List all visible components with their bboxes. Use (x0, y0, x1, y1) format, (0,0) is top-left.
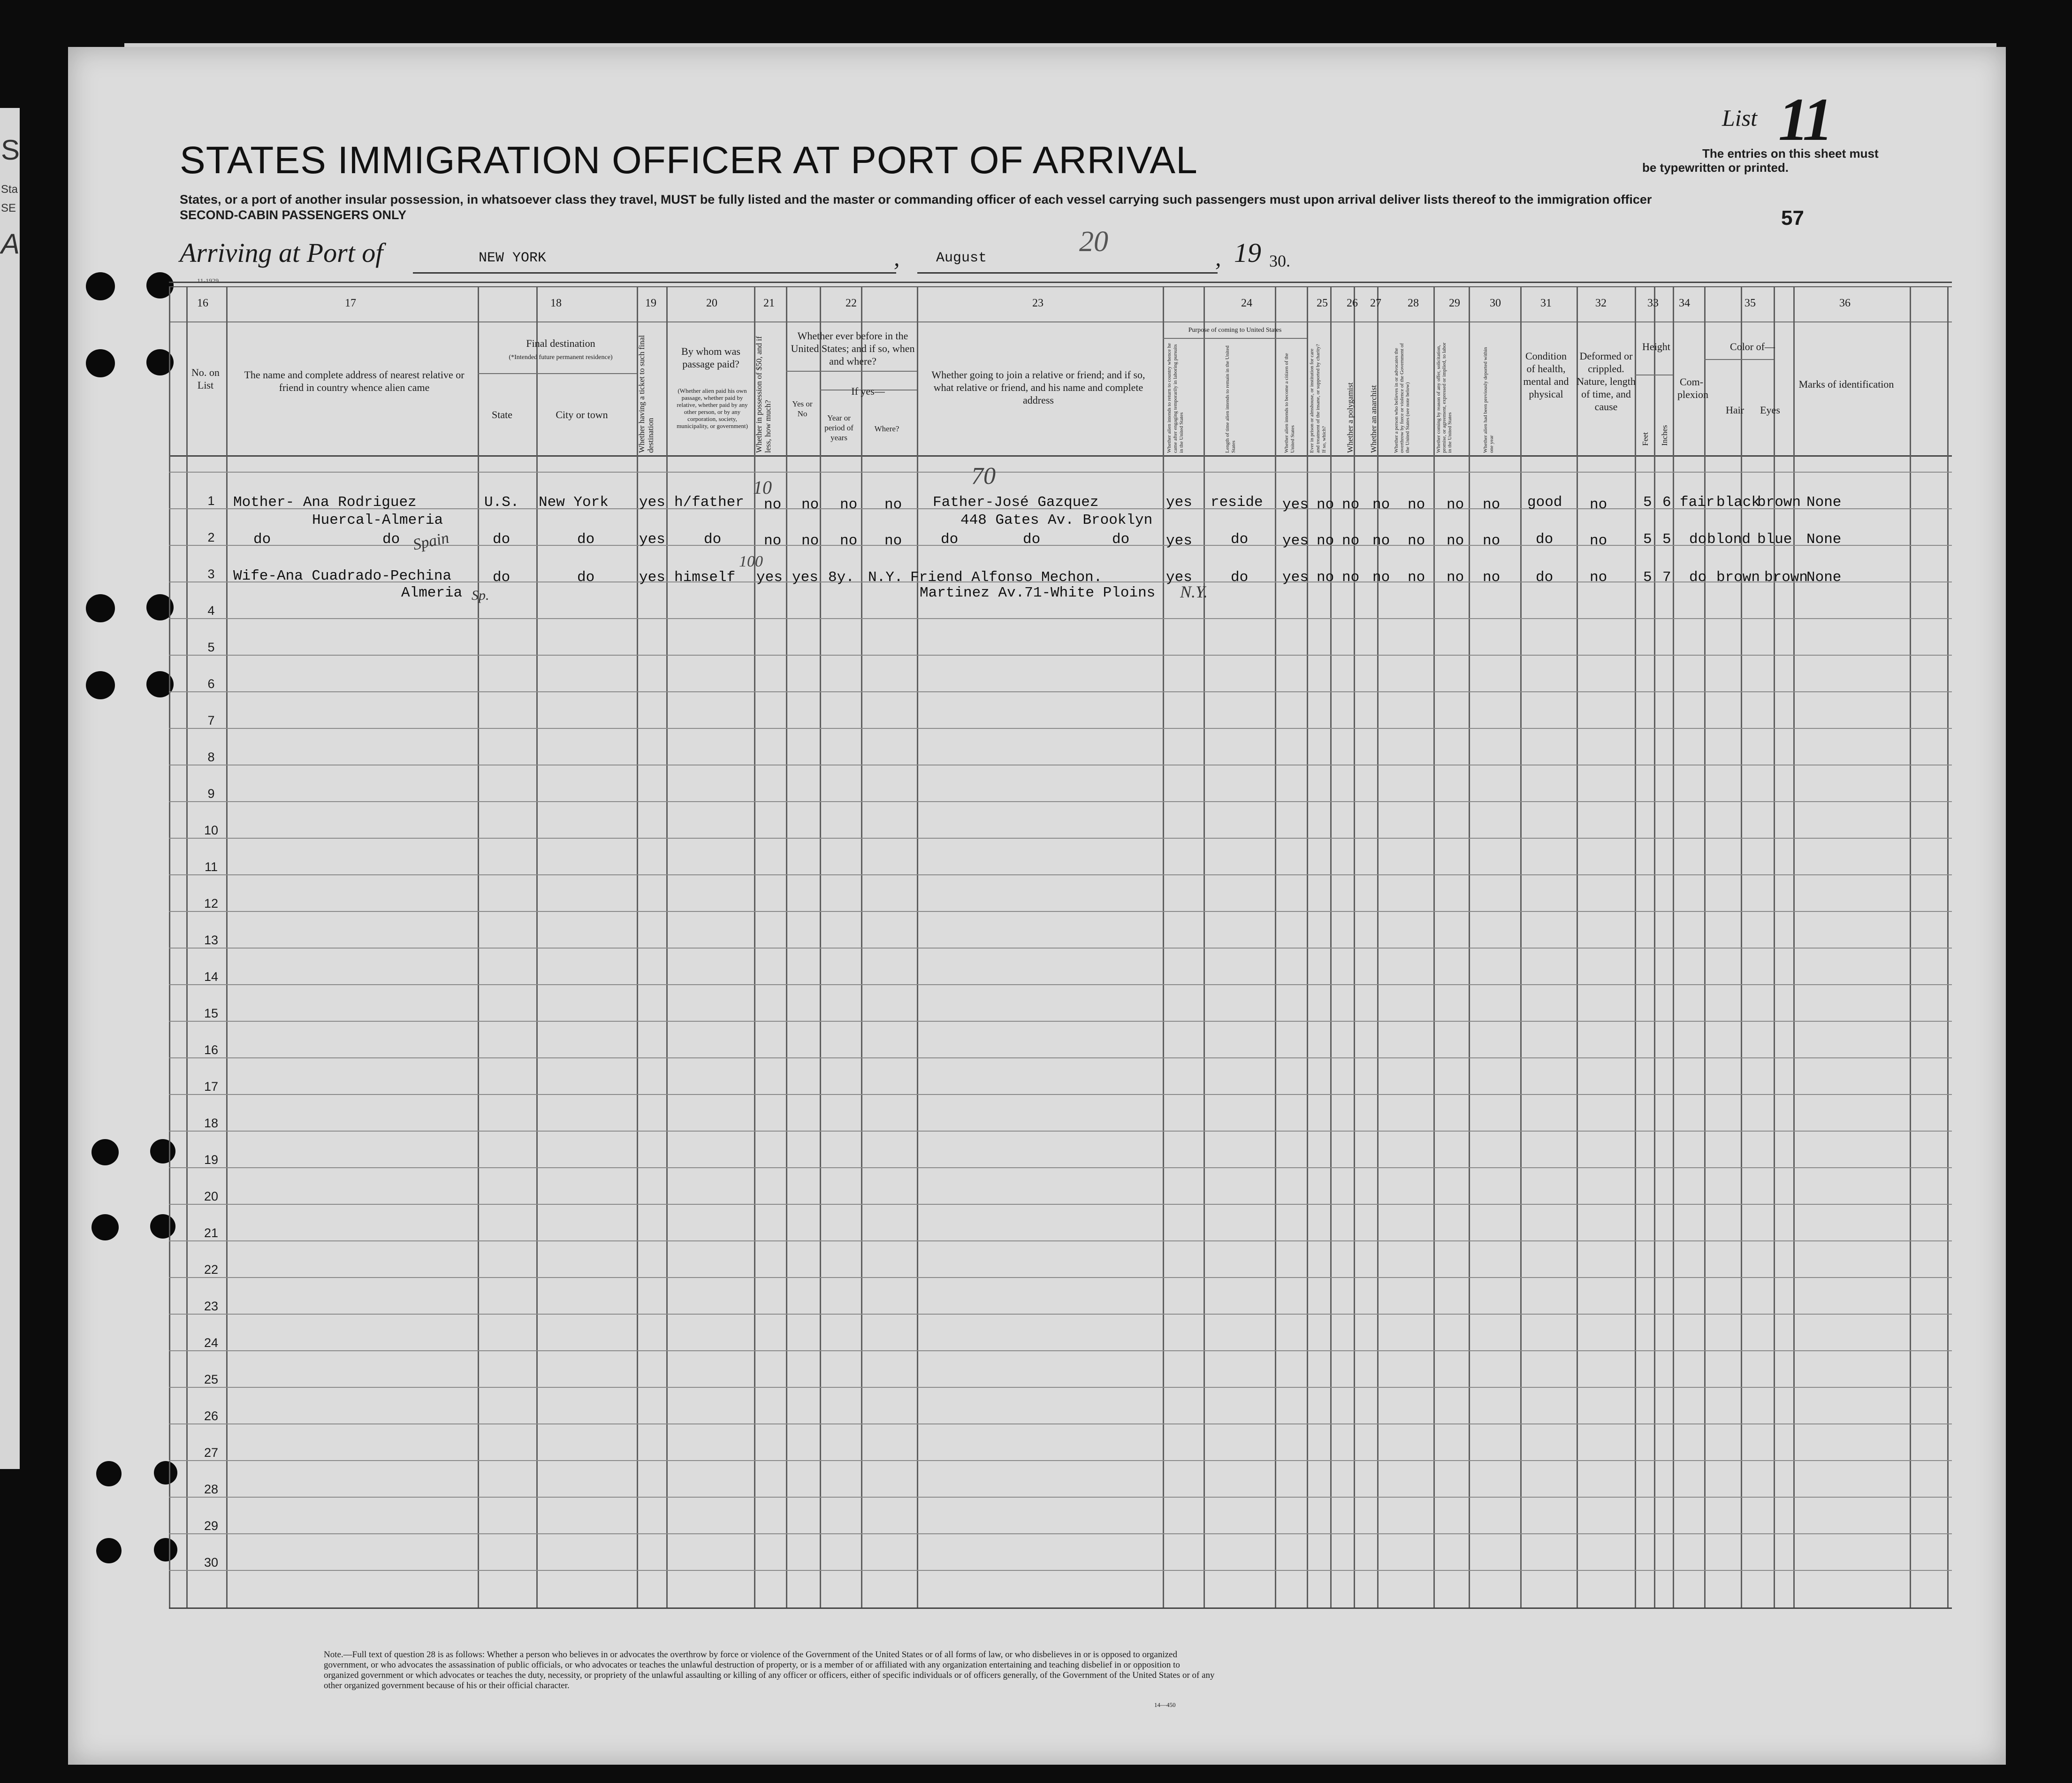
header-state: State (492, 409, 512, 421)
row-rule (169, 691, 1952, 692)
header-no-on-list: No. on List (191, 367, 220, 391)
destination-state: U.S. (484, 494, 519, 511)
return-value: yes (1166, 533, 1192, 549)
header-hair: Hair (1725, 404, 1744, 416)
row-number: 4 (207, 604, 215, 618)
row-rule (169, 1277, 1952, 1278)
column-number: 18 (550, 297, 562, 309)
column-number: 23 (1032, 297, 1044, 309)
header-anarchist: Whether an anarchist (1369, 385, 1378, 453)
row-rule (169, 472, 1952, 473)
subheader-rule (1163, 338, 1307, 339)
row-rule (169, 874, 1952, 875)
entries-note: be typewritten or printed. (1642, 161, 1789, 175)
table-bottom-rule (169, 1607, 1952, 1609)
port-rule (413, 272, 896, 274)
relative-name: Mother- Ana Rodriguez (233, 494, 417, 511)
before-yesno: no (801, 533, 819, 549)
list-label: List (1722, 105, 1758, 131)
punch-hole (91, 1214, 119, 1240)
row-rule (169, 801, 1952, 802)
row-rule (169, 948, 1952, 949)
money-value: no (764, 533, 782, 549)
punch-hole (86, 594, 115, 622)
anarchist-value: no (1372, 533, 1390, 549)
row-rule (169, 984, 1952, 985)
anarchist-value: no (1372, 497, 1390, 513)
column-number: 34 (1679, 297, 1690, 309)
punch-hole (150, 1214, 175, 1239)
row-number: 23 (204, 1299, 219, 1313)
column-number: 26 (1347, 297, 1358, 309)
table-top-rule (169, 286, 1952, 287)
column-number: 36 (1839, 297, 1851, 309)
before-yesno: no (801, 497, 819, 513)
handwritten-note: N.Y. (1180, 582, 1208, 601)
health-value: do (1536, 531, 1554, 548)
health-value: good (1527, 494, 1562, 511)
health-value: do (1536, 569, 1554, 586)
row-number: 7 (207, 713, 215, 727)
row-number: 28 (204, 1482, 219, 1496)
row-number: 30 (204, 1555, 219, 1569)
column-number: 35 (1744, 297, 1756, 309)
column-number: 27 (1370, 297, 1381, 309)
date-rule (917, 272, 1218, 274)
punch-hole (91, 1139, 119, 1165)
feet-value: 5 (1643, 494, 1652, 511)
row-number: 12 (204, 896, 219, 911)
marks-value: None (1806, 569, 1842, 586)
column-number: 19 (645, 297, 656, 309)
relative-name: Wife-Ana Cuadrado-Pechina (233, 568, 452, 584)
punch-hole (86, 349, 115, 377)
row-number: 10 (204, 823, 219, 837)
header-height: Height (1642, 341, 1670, 352)
handwritten-note: Sp. (472, 588, 489, 603)
length-value: do (1231, 531, 1249, 548)
before-year: 8y. (828, 569, 854, 586)
marks-value: None (1806, 494, 1842, 511)
length-value: reside (1211, 494, 1263, 511)
header-color: Color of— (1730, 341, 1775, 352)
joining-address: 448 Gates Av. Brooklyn (960, 512, 1153, 528)
destination-state: do (493, 531, 510, 548)
paid-by-value: do (704, 531, 722, 548)
offer-value: no (1447, 533, 1464, 549)
adjacent-letter: SE (1, 202, 16, 214)
row-number: 18 (204, 1116, 219, 1130)
row-number: 29 (204, 1519, 219, 1533)
destination-city: New York (539, 494, 609, 511)
punch-hole (96, 1538, 122, 1563)
eyes-value: brown (1764, 569, 1808, 586)
money-value: yes (756, 569, 783, 586)
citizen-value: yes (1282, 569, 1309, 586)
punch-hole (154, 1538, 177, 1561)
ticket-value: yes (639, 569, 665, 586)
year-suffix: 30. (1269, 252, 1290, 270)
before-where: no (884, 497, 902, 513)
header-where: Where? (874, 424, 899, 433)
column-number: 30 (1490, 297, 1501, 309)
hair-value: brown (1716, 569, 1760, 586)
header-city: City or town (556, 409, 608, 421)
row-rule (169, 728, 1952, 729)
overthrow-value: no (1408, 497, 1425, 513)
inches-value: 5 (1662, 531, 1671, 548)
row-rule (169, 1570, 1952, 1571)
footer-note: Note.—Full text of question 28 is as follows: Whether a person who believes in or advocates the overthrow by force or violence of the Government of the United States or of all forms of law, or who disbelieves in or is opposed to organized government, or who advocates the assassination of public officials, or who advocates or teaches the unlawful destruction of property, or is a member of or affiliated with any organization entertaining and teaching disbelief in or opposition to organized government or which advocates or teaches the duty, necessity, or propriety of the unlawful assaulting or killing of any officer or officers, either of specific individuals or of officers generally, of the Government of the United States or of any other organized government because of his or their official character. (324, 1650, 1215, 1691)
row-number: 15 (204, 1006, 219, 1020)
before-year: no (840, 497, 858, 513)
year-prefix: 19 (1234, 237, 1261, 268)
header-length: Length of time alien intends to remain in the United States (1225, 345, 1236, 453)
class-line: SECOND-CABIN PASSENGERS ONLY (180, 208, 407, 222)
punch-hole (86, 272, 115, 300)
row-number: 9 (207, 787, 215, 801)
deformed-value: no (1590, 533, 1607, 549)
month-value: August (936, 250, 987, 266)
entries-note: The entries on this sheet must (1702, 146, 1879, 161)
row-rule (169, 1387, 1952, 1388)
length-value: do (1231, 569, 1249, 586)
prison-value: no (1317, 497, 1334, 513)
prison-value: no (1317, 569, 1334, 586)
header-health: Condition of health, mental and physical (1523, 350, 1569, 400)
header-deported: Whether alien had been previously deported within one year (1483, 347, 1494, 453)
ticket-value: yes (639, 494, 665, 511)
row-number: 3 (207, 567, 215, 581)
adjacent-letter: A (1, 228, 20, 260)
relative-address: Huercal-Almeria (312, 512, 443, 528)
prison-value: no (1317, 533, 1334, 549)
row-rule (169, 1460, 1952, 1461)
header-relative: The name and complete address of nearest relative or friend in country whence alien came (244, 369, 465, 393)
joining-name: do (941, 531, 959, 548)
punch-hole (86, 671, 115, 699)
row-rule (169, 1021, 1952, 1022)
row-number: 25 (204, 1372, 219, 1386)
header-eyes: Eyes (1760, 404, 1780, 416)
row-number: 11 (204, 860, 218, 874)
destination-city: do (577, 569, 595, 586)
feet-value: 5 (1643, 531, 1652, 548)
header-money: Whether in possession of $50, and if less, how much? (754, 336, 772, 453)
row-rule (169, 1204, 1952, 1205)
joining-name: Friend Alfonso Mechon. (910, 569, 1103, 586)
adjacent-page-strip (0, 108, 20, 1469)
row-number: 14 (204, 970, 219, 984)
row-rule (169, 911, 1952, 912)
deported-value: no (1483, 497, 1501, 513)
hair-value: blond (1707, 531, 1751, 548)
header-prison: Ever in prison or almshouse, or institution for care and treatment of the insane, or supported by charity? If so, which? (1309, 344, 1327, 453)
header-ticket: Whether having a ticket to such final destination (637, 335, 655, 453)
row-number: 13 (204, 933, 219, 947)
row-rule (169, 1057, 1952, 1058)
column-number: 28 (1408, 297, 1419, 309)
form-title: STATES IMMIGRATION OFFICER AT PORT OF ARRIVAL (180, 139, 1198, 182)
row-number: 2 (207, 530, 215, 544)
row-rule (169, 1131, 1952, 1132)
row-number: 6 (207, 677, 215, 691)
ticket-value: yes (639, 531, 665, 548)
feet-value: 5 (1643, 569, 1652, 586)
header-offer: Whether coming by reason of any offer, solicitation, promise, or agreement, expressed or implied, to labor in the United States (1436, 342, 1453, 453)
deported-value: no (1483, 533, 1501, 549)
punch-hole (150, 1139, 175, 1163)
adjacent-letter: S (1, 134, 20, 166)
eyes-value: blue (1757, 531, 1792, 548)
citizen-value: yes (1282, 497, 1309, 513)
header-bottom-rule (169, 455, 1952, 457)
punch-hole (154, 1461, 177, 1485)
footer-code: 14—450 (1154, 1701, 1176, 1708)
citizen-value: yes (1282, 533, 1309, 549)
row-rule (169, 1167, 1952, 1168)
row-number: 26 (204, 1409, 219, 1423)
row-number: 1 (207, 494, 215, 508)
row-number: 20 (204, 1189, 219, 1203)
handwritten-note: 10 (753, 477, 772, 498)
column-number: 21 (763, 297, 775, 309)
header-feet: Feet (1641, 432, 1650, 446)
page-number: 57 (1781, 207, 1804, 230)
subheader-rule (1704, 359, 1774, 360)
header-paid-by-note: (Whether alien paid his own passage, whether paid by relative, whether paid by any other person, or by any corporation, society, municipality, or government) (677, 387, 748, 429)
relative-address: do (382, 531, 400, 548)
row-rule (169, 1497, 1952, 1498)
eyes-value: brown (1757, 494, 1801, 511)
header-destination: Final destination (526, 337, 595, 349)
arriving-label: Arriving at Port of (180, 237, 383, 268)
header-paid-by: By whom was passage paid? (681, 345, 740, 370)
list-number: 11 (1778, 86, 1830, 153)
header-destination-note: (*Intended future permanent residence) (509, 354, 613, 361)
row-rule (169, 1240, 1952, 1241)
header-purpose: Purpose of coming to United States (1188, 327, 1282, 334)
inches-value: 6 (1662, 494, 1671, 511)
row-number: 22 (204, 1263, 219, 1277)
destination-state: do (493, 569, 510, 586)
column-number-rule (169, 321, 1952, 322)
offer-value: no (1447, 569, 1464, 586)
row-rule (169, 1350, 1952, 1351)
row-number: 27 (204, 1446, 219, 1460)
row-rule (169, 618, 1952, 619)
header-if-yes: If yes— (851, 385, 885, 397)
deported-value: no (1483, 569, 1501, 586)
header-marks: Marks of identification (1798, 378, 1894, 390)
punch-hole (96, 1461, 122, 1486)
column-number: 20 (706, 297, 717, 309)
header-complexion: Com-plexion (1677, 376, 1708, 400)
row-number: 8 (207, 750, 215, 764)
paid-by-value: h/father (674, 494, 744, 511)
overthrow-value: no (1408, 533, 1425, 549)
handwritten-note: Spain (411, 529, 451, 554)
column-number: 31 (1540, 297, 1552, 309)
return-value: yes (1166, 494, 1192, 511)
overthrow-value: no (1408, 569, 1425, 586)
row-rule (169, 655, 1952, 656)
before-year: no (840, 533, 858, 549)
destination-city: do (577, 531, 595, 548)
return-value: yes (1166, 569, 1192, 586)
before-yesno: yes (792, 569, 818, 586)
complexion-value: do (1689, 569, 1707, 586)
before-where: N.Y. (868, 569, 903, 586)
handwritten-note: 70 (971, 463, 996, 490)
header-year: Year or period of years (824, 413, 853, 442)
column-number: 16 (197, 297, 208, 309)
before-where: no (884, 533, 902, 549)
row-number: 5 (207, 640, 215, 654)
column-number: 22 (846, 297, 857, 309)
row-rule (169, 838, 1952, 839)
complexion-value: fair (1680, 494, 1715, 511)
row-rule (169, 1314, 1952, 1315)
port-value: NEW YORK (479, 250, 547, 266)
header-return: Whether alien intends to return to country whence he came after engaging temporarily in laboring pursuits in the United States (1166, 343, 1184, 453)
header-joining: Whether going to join a relative or friend; and if so, what relative or friend, and his name and complete address (931, 369, 1145, 406)
column-number: 24 (1241, 297, 1252, 309)
form-instruction: States, or a port of another insular possession, in whatsoever class they travel, MUST be fully listed and the master or commanding officer of each vessel carrying such passengers must upon arrival deliver lists thereof to the immigration officer (180, 192, 1652, 207)
joining-name: Father-José Gazquez (933, 494, 1099, 511)
relative-name: do (253, 531, 271, 548)
inches-value: 7 (1662, 569, 1671, 586)
row-number: 24 (204, 1336, 219, 1350)
row-number: 17 (204, 1079, 219, 1094)
row-rule (169, 1423, 1952, 1424)
day-value: 20 (1079, 226, 1108, 258)
paid-by-value: himself (674, 569, 736, 586)
money-value: no (764, 497, 782, 513)
column-number: 33 (1647, 297, 1659, 309)
row-rule (169, 1533, 1952, 1534)
header-overthrow: Whether a person who believes in or advocates the overthrow by force or violence of the Government of the United States (see note below) (1394, 343, 1410, 453)
header-citizen: Whether alien intends to become a citizen of the United States (1284, 353, 1295, 453)
header-inches: Inches (1660, 425, 1669, 446)
joining-address: do (1023, 531, 1041, 548)
deformed-value: no (1590, 569, 1607, 586)
subheader-rule (478, 373, 637, 374)
polygamist-value: no (1342, 569, 1360, 586)
hair-value: black (1716, 494, 1760, 511)
row-rule (169, 1094, 1952, 1095)
header-deformed: Deformed or crippled. Nature, length of time, and cause (1577, 350, 1636, 413)
comma: , (894, 245, 900, 271)
offer-value: no (1447, 497, 1464, 513)
polygamist-value: no (1342, 533, 1360, 549)
column-number: 17 (345, 297, 356, 309)
row-number: 21 (204, 1226, 219, 1240)
complexion-value: do (1689, 531, 1707, 548)
header-polygamist: Whether a polygamist (1346, 382, 1355, 453)
subheader-rule (786, 371, 917, 372)
marks-value: None (1806, 531, 1842, 548)
header-yes-no: Yes or No (792, 399, 813, 418)
deformed-value: no (1590, 497, 1607, 513)
column-number: 25 (1317, 297, 1328, 309)
row-number: 16 (204, 1043, 219, 1057)
joining-address: Martinez Av.71-White Ploins (920, 585, 1156, 601)
column-number: 32 (1595, 297, 1607, 309)
table-top-rule (169, 282, 1952, 283)
comma: , (1215, 245, 1221, 271)
joining-extra: do (1112, 531, 1130, 548)
handwritten-note: 100 (739, 553, 763, 570)
adjacent-letter: Sta (1, 183, 18, 196)
relative-address: Almeria (401, 585, 463, 601)
header-before-us: Whether ever before in the United States; and if so, when and where? (791, 330, 915, 367)
anarchist-value: no (1372, 569, 1390, 586)
row-number: 19 (204, 1153, 219, 1167)
column-number: 29 (1449, 297, 1460, 309)
polygamist-value: no (1342, 497, 1360, 513)
